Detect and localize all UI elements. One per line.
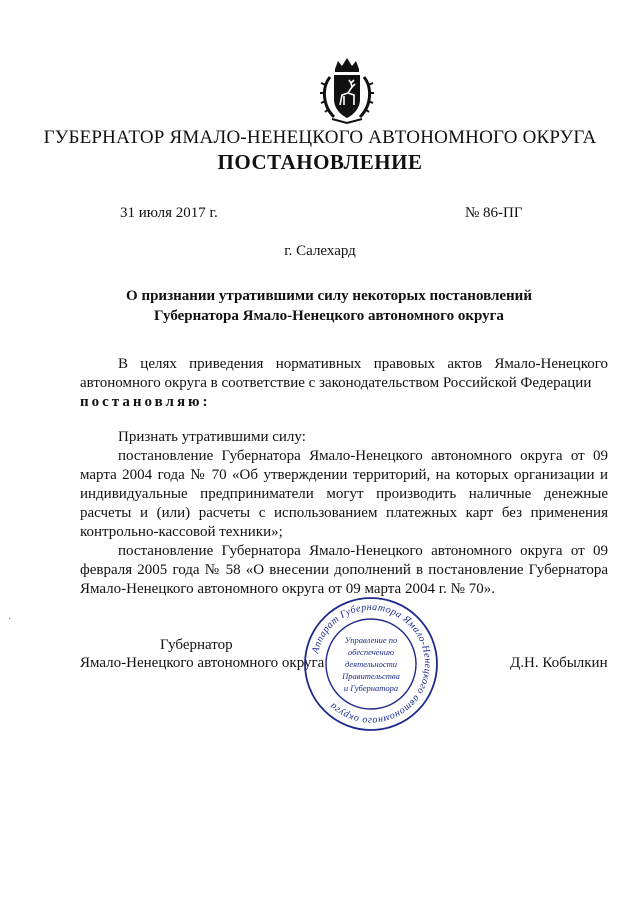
signatory-name: Д.Н. Кобылкин [510, 655, 608, 671]
stamp-center-line: обеспечению [347, 647, 395, 657]
authority-heading: ГУБЕРНАТОР ЯМАЛО-НЕНЕЦКОГО АВТОНОМНОГО ОКРУГА [43, 127, 597, 148]
title-line: О признании утратившими силу некоторых постановлений [126, 288, 532, 304]
coat-of-arms-icon [318, 55, 376, 125]
stamp-center-line: Управление по [344, 635, 398, 645]
document-number: № 86-ПГ [465, 205, 523, 221]
operative-part [80, 428, 608, 599]
signatory-position-line2: Ямало-Ненецкого автономного округа [80, 655, 325, 671]
decree-word: постановляю: [80, 394, 211, 410]
repealed-item-1: постановление Губернатора Ямало-Ненецкого автономного округа от 09 марта 2004 года № 70 «Об утверждении территорий, на которых организации и индивидуальные предприниматели могут производить наличные денежные расчеты и (или) расчеты с использованием платежных карт без применения контрольно-кассовой техники»; [80, 448, 608, 540]
signatory-position-line1: Губернатор [160, 637, 233, 653]
repealed-item-2: постановление Губернатора Ямало-Ненецкого автономного округа от 09 февраля 2005 года № 58 «О внесении дополнений в постановление Губернатора Ямало-Ненецкого автономного округа от 09 марта 2004 г. № 70». [80, 543, 608, 597]
official-stamp [302, 595, 440, 733]
recognize-clause: Признать утратившими силу: [118, 429, 306, 445]
document-title [80, 286, 578, 326]
margin-mark: · [8, 614, 12, 625]
stamp-ring-text: Аппарат Губернатора Ямало-Ненецкого автономного округа [310, 601, 434, 727]
stamp-center-line: и Губернатора [343, 683, 399, 693]
stamp-center-line: Правительства [342, 671, 400, 681]
document-city: г. Салехард [284, 243, 356, 259]
title-line: Губернатора Ямало-Ненецкого автономного округа [154, 308, 504, 324]
preamble-paragraph [80, 355, 608, 412]
document-date: 31 июля 2017 г. [120, 205, 218, 221]
stamp-center-line: деятельности [344, 659, 398, 669]
document-type: ПОСТАНОВЛЕНИЕ [217, 150, 423, 174]
preamble-text: В целях приведения нормативных правовых актов Ямало-Ненецкого автономного округа в соответствие с законодательством Российской Федерации [80, 356, 608, 391]
